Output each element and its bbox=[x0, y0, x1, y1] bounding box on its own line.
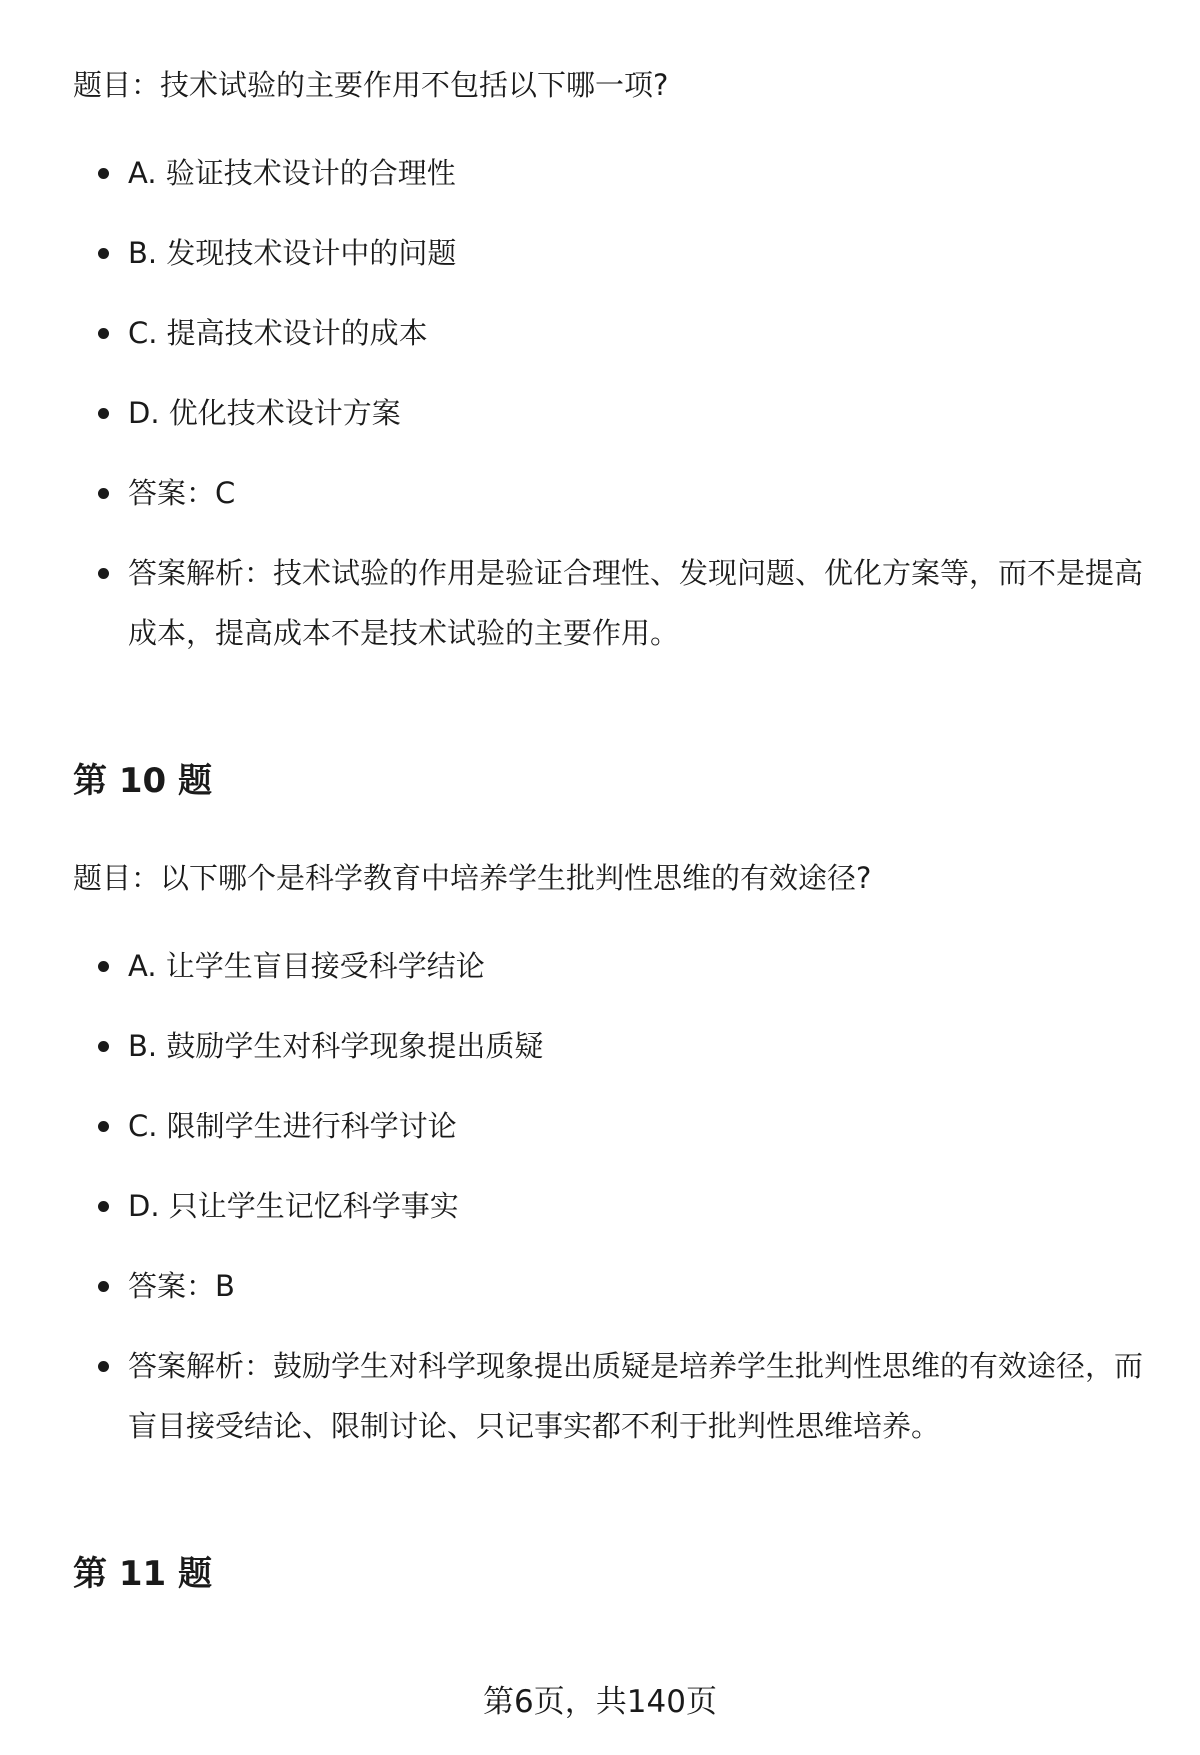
question-heading: 第 11 题 bbox=[73, 1554, 212, 1594]
option-c: C. 提高技术设计的成本 bbox=[98, 303, 1148, 363]
option-b: B. 鼓励学生对科学现象提出质疑 bbox=[98, 1016, 1148, 1076]
answer-line: 答案：C bbox=[98, 463, 1148, 523]
option-a: A. 让学生盲目接受科学结论 bbox=[98, 936, 1148, 996]
question-prompt: 题目：技术试验的主要作用不包括以下哪一项? bbox=[73, 68, 669, 102]
question-prompt: 题目：以下哪个是科学教育中培养学生批判性思维的有效途径? bbox=[73, 861, 872, 895]
option-a: A. 验证技术设计的合理性 bbox=[98, 143, 1148, 203]
option-d: D. 优化技术设计方案 bbox=[98, 383, 1148, 443]
option-c: C. 限制学生进行科学讨论 bbox=[98, 1096, 1148, 1156]
answer-explanation: 答案解析：鼓励学生对科学现象提出质疑是培养学生批判性思维的有效途径，而盲目接受结论、限制讨论、只记事实都不利于批判性思维培养。 bbox=[98, 1336, 1148, 1456]
option-b: B. 发现技术设计中的问题 bbox=[98, 223, 1148, 283]
option-d: D. 只让学生记忆科学事实 bbox=[98, 1176, 1148, 1236]
answer-explanation: 答案解析：技术试验的作用是验证合理性、发现问题、优化方案等，而不是提高成本，提高成本不是技术试验的主要作用。 bbox=[98, 543, 1148, 663]
page-number-footer: 第6页，共140页 bbox=[483, 1684, 717, 1720]
answer-line: 答案：B bbox=[98, 1256, 1148, 1316]
question-heading: 第 10 题 bbox=[73, 761, 212, 801]
